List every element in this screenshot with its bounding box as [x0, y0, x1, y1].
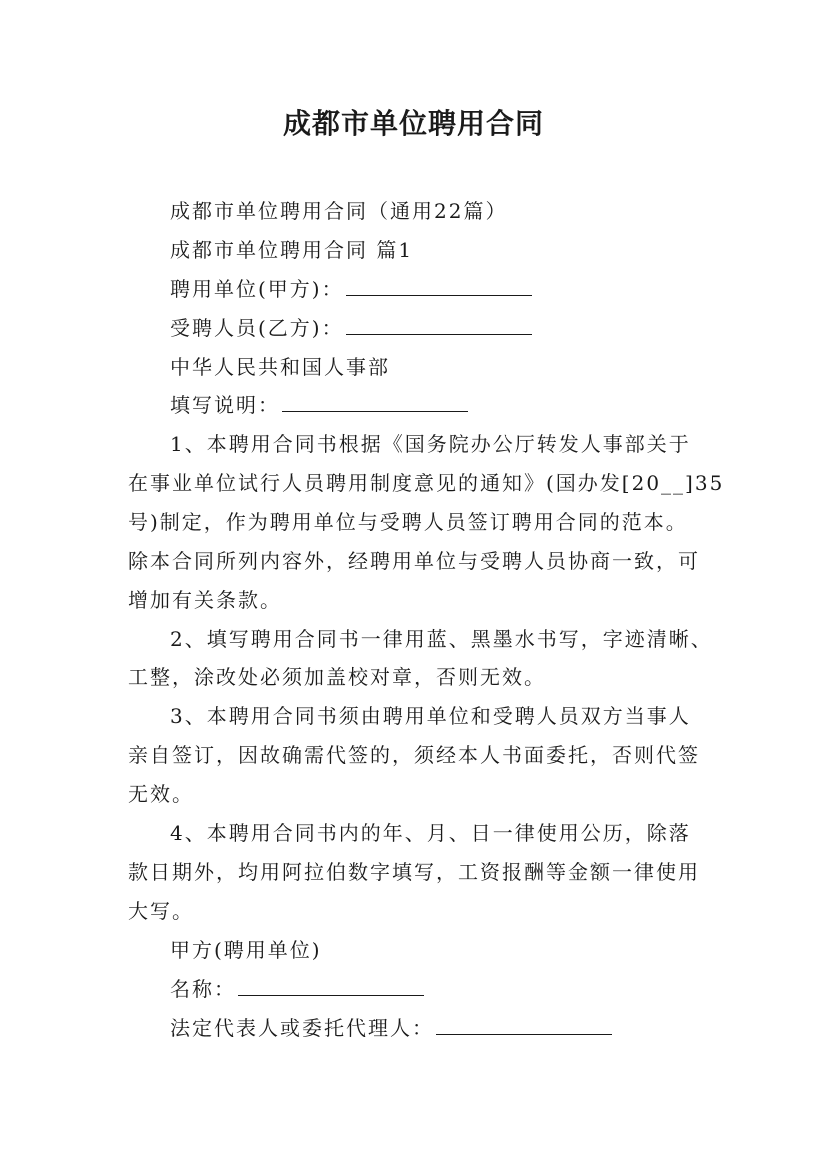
- employee-blank: [346, 314, 532, 335]
- line-text: 亲自签订，因故确需代签的，须经本人书面委托，否则代签: [128, 743, 700, 767]
- representative-field: [170, 1013, 612, 1043]
- instructions-blank: [282, 391, 468, 412]
- paragraph-line: [128, 779, 194, 809]
- line-text: 无效。: [128, 782, 194, 806]
- paragraph-line: [128, 546, 700, 576]
- paragraph-line: [128, 857, 700, 887]
- line-text: 3、本聘用合同书须由聘用单位和受聘人员双方当事人: [170, 704, 691, 728]
- paragraph-line: [128, 896, 194, 926]
- section-heading: [170, 235, 413, 265]
- field-label: 聘用单位(甲方)：: [170, 277, 344, 301]
- party-a-heading: [170, 935, 322, 965]
- line-text: 增加有关条款。: [128, 588, 282, 612]
- paragraph-line: [170, 701, 691, 731]
- field-label: 填写说明：: [170, 393, 280, 417]
- line-text: 中华人民共和国人事部: [170, 355, 390, 379]
- employee-field: [170, 313, 532, 343]
- field-label: 名称：: [170, 977, 236, 1001]
- line-text: 工整，涂改处必须加盖校对章，否则无效。: [128, 665, 546, 689]
- field-label: 受聘人员(乙方)：: [170, 316, 344, 340]
- line-text: 号)制定，作为聘用单位与受聘人员签订聘用合同的范本。: [128, 510, 688, 534]
- line-text: 成都市单位聘用合同 篇1: [170, 238, 414, 262]
- issuer-line: [170, 352, 390, 382]
- line-text: 除本合同所列内容外，经聘用单位与受聘人员协商一致，可: [128, 549, 700, 573]
- paragraph-line: [170, 818, 691, 848]
- line-text: 成都市单位聘用合同（通用22篇）: [170, 199, 508, 223]
- paragraph-line: [128, 585, 282, 615]
- line-text: 2、填写聘用合同书一律用蓝、黑墨水书写，字迹清晰、: [170, 627, 713, 651]
- line-text: 在事业单位试行人员聘用制度意见的通知》(国办发[20__]35: [128, 471, 725, 495]
- name-blank: [238, 975, 424, 996]
- line-text: 款日期外，均用阿拉伯数字填写，工资报酬等金额一律使用: [128, 860, 700, 884]
- representative-blank: [436, 1014, 612, 1035]
- paragraph-line: [128, 507, 688, 537]
- subtitle-line: [170, 196, 507, 226]
- paragraph-line: [128, 662, 546, 692]
- line-text: 1、本聘用合同书根据《国务院办公厅转发人事部关于: [170, 432, 691, 456]
- employer-field: [170, 274, 532, 304]
- instructions-field: [170, 390, 468, 420]
- employer-blank: [346, 275, 532, 296]
- line-text: 4、本聘用合同书内的年、月、日一律使用公历，除落: [170, 821, 691, 845]
- field-label: 法定代表人或委托代理人：: [170, 1016, 434, 1040]
- paragraph-line: [170, 624, 713, 654]
- paragraph-line: [128, 468, 724, 498]
- document-title: 成都市单位聘用合同: [282, 107, 544, 140]
- name-field: [170, 974, 424, 1004]
- line-text: 大写。: [128, 899, 194, 923]
- paragraph-line: [170, 429, 691, 459]
- paragraph-line: [128, 740, 700, 770]
- line-text: 甲方(聘用单位): [170, 938, 322, 962]
